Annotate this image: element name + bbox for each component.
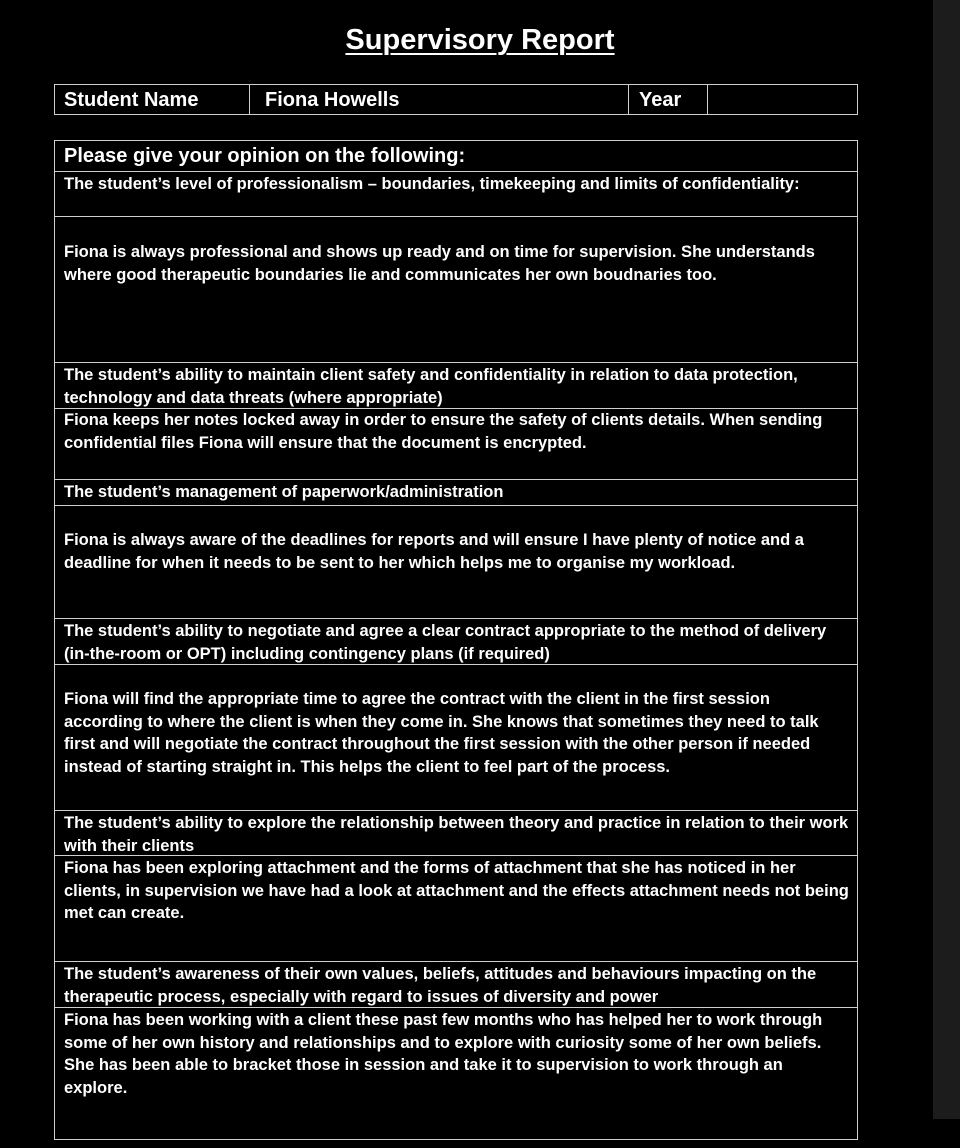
- student-info-row: [54, 84, 858, 115]
- student-name-label: Student Name: [55, 85, 250, 114]
- answer-client-safety: [55, 409, 857, 480]
- answer-contract: [55, 665, 857, 811]
- answer-professionalism: [55, 217, 857, 363]
- answer-text: Fiona has been exploring attachment and the forms of attachment that she has noticed in her clients, in supervision we have had a look at attachment and the effects attachment needs not being met can create.: [64, 859, 849, 922]
- answer-text: Fiona has been working with a client these past few months who has helped her to work through some of her own history and relationships and to explore with curiosity some of her own beliefs. She has been able to bracket those in session and take it to supervision to work through an explore.: [64, 1011, 823, 1097]
- question-values-beliefs: The student’s awareness of their own values, beliefs, attitudes and behaviours impacting on the therapeutic process, especially with regard to issues of diversity and power: [55, 962, 857, 1008]
- year-value: [708, 85, 857, 114]
- question-paperwork: The student’s management of paperwork/administration: [55, 480, 857, 506]
- question-contract: The student’s ability to negotiate and agree a clear contract appropriate to the method of delivery (in-the-room or OPT) including contingency plans (if required): [55, 619, 857, 665]
- answer-paperwork: [55, 506, 857, 619]
- student-name-value: Fiona Howells: [250, 85, 629, 114]
- question-client-safety: The student’s ability to maintain client safety and confidentiality in relation to data protection, technology and data threats (where appropriate): [55, 363, 857, 409]
- answer-text: Fiona is always professional and shows up ready and on time for supervision. She understands where good therapeutic boundaries lie and communicates her own boudnaries too.: [64, 243, 815, 284]
- right-margin-strip: [933, 0, 960, 1119]
- question-professionalism: The student’s level of professionalism – boundaries, timekeeping and limits of confidentiality:: [55, 172, 857, 217]
- answer-text: Fiona is always aware of the deadlines for reports and will ensure I have plenty of notice and a deadline for when it needs to be sent to her which helps me to organise my workload.: [64, 531, 804, 572]
- answer-text: Fiona keeps her notes locked away in order to ensure the safety of clients details. When sending confidential files Fiona will ensure that the document is encrypted.: [64, 411, 823, 452]
- answer-text: Fiona will find the appropriate time to agree the contract with the client in the first session according to where the client is when they come in. She knows that sometimes they need to talk first and will negotiate the contract throughout the first session with the other person if needed instead of starting straight in. This helps the client to feel part of the process.: [64, 690, 819, 776]
- opinion-table: [54, 140, 858, 1140]
- year-label: Year: [629, 85, 708, 114]
- question-theory-practice: The student’s ability to explore the relationship between theory and practice in relation to their work with their clients: [55, 811, 857, 856]
- page-title: Supervisory Report: [345, 24, 615, 56]
- intro-heading: Please give your opinion on the following:: [55, 141, 857, 172]
- answer-theory-practice: [55, 856, 857, 962]
- answer-values-beliefs: [55, 1008, 857, 1148]
